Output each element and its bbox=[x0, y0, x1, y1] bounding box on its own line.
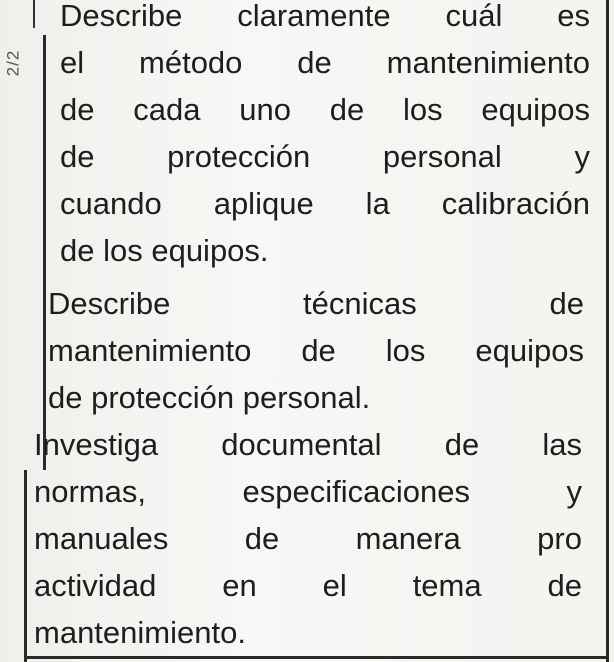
frame-line-right bbox=[606, 0, 609, 662]
text-line: de protección personal. bbox=[48, 380, 371, 415]
text-line: Describe claramente cuál es bbox=[60, 0, 590, 33]
text-line: de protección personal y bbox=[60, 139, 590, 174]
paragraph-documental-research bbox=[34, 421, 582, 656]
text-line: normas, especificaciones y bbox=[34, 474, 582, 509]
text-line: el método de mantenimiento bbox=[60, 45, 590, 80]
text-line: Describe técnicas de bbox=[48, 286, 584, 321]
text-line: mantenimiento de los equipos bbox=[48, 333, 584, 368]
frame-line-left-lower bbox=[24, 470, 27, 662]
page-indicator-label: 2/2 bbox=[3, 49, 23, 77]
text-line: manuales de manera pro bbox=[34, 521, 582, 556]
frame-line-left bbox=[43, 35, 46, 470]
text-line: de cada uno de los equipos bbox=[60, 92, 590, 127]
text-line: actividad en el tema de bbox=[34, 568, 582, 603]
text-line: mantenimiento. bbox=[34, 615, 246, 650]
page-indicator bbox=[0, 38, 26, 88]
text-line: Investiga documental de las bbox=[34, 427, 582, 462]
frame-line-bottom bbox=[24, 656, 609, 659]
text-line: de los equipos. bbox=[60, 233, 269, 268]
text-line: cuando aplique la calibración bbox=[60, 186, 590, 221]
frame-line-left-top bbox=[33, 0, 35, 28]
paragraph-maintenance-method bbox=[60, 0, 590, 274]
paragraph-maintenance-techniques bbox=[48, 280, 584, 421]
